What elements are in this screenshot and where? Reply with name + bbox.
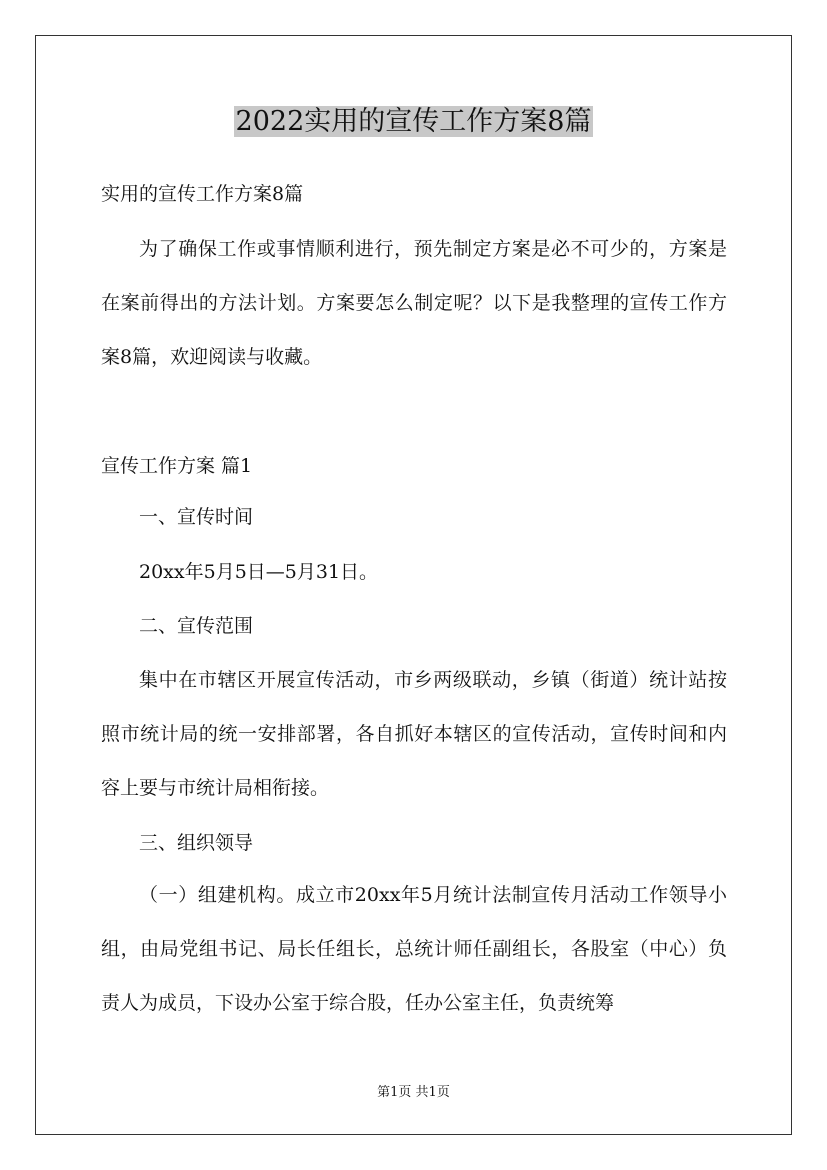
page-footer: 第1页 共1页	[377, 1085, 450, 1100]
section-heading: 宣传工作方案 篇1	[101, 455, 253, 477]
document-title-text: 2022实用的宣传工作方案8篇	[235, 106, 592, 137]
document-title	[0, 102, 827, 142]
document-subtitle: 实用的宣传工作方案8篇	[101, 183, 304, 205]
item2-text: 集中在市辖区开展宣传活动，市乡两级联动，乡镇（街道）统计站按照市统计局的统一安排部署，各自抓好本辖区的宣传活动，宣传时间和内容上要与市统计局相衔接。	[101, 669, 727, 799]
item2-heading: 二、宣传范围	[139, 615, 254, 637]
item1-heading: 一、宣传时间	[139, 506, 254, 528]
item3-heading: 三、组织领导	[139, 832, 254, 854]
intro-paragraph: 为了确保工作或事情顺利进行，预先制定方案是必不可少的，方案是在案前得出的方法计划。方案要怎么制定呢？以下是我整理的宣传工作方案8篇，欢迎阅读与收藏。	[101, 238, 727, 368]
item3-text: （一）组建机构。成立市20xx年5月统计法制宣传月活动工作领导小组，由局党组书记、局长任组长，总统计师任副组长，各股室（中心）负责人为成员，下设办公室于综合股，任办公室主任，负责统筹	[101, 884, 727, 1014]
item1-text: 20xx年5月5日—5月31日。	[139, 561, 379, 583]
